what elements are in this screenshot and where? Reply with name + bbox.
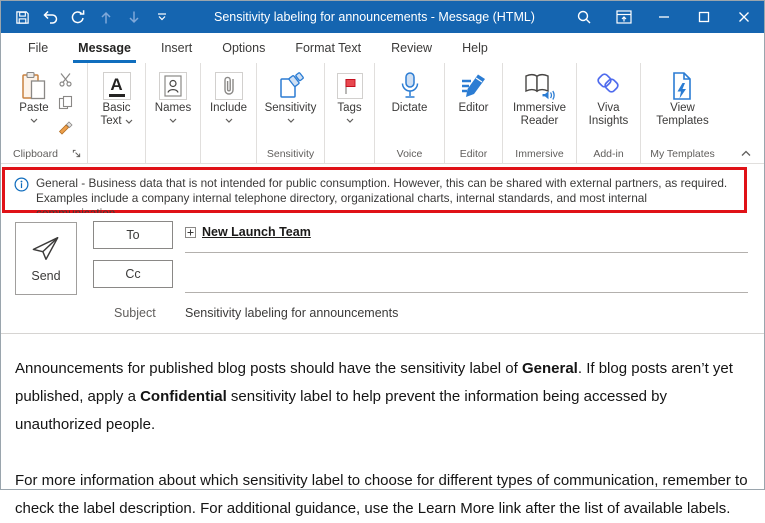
tags-button[interactable] xyxy=(327,67,373,123)
names-card-icon xyxy=(159,70,187,102)
sensitivity-label: Sensitivity xyxy=(264,102,317,114)
tab-options[interactable]: Options xyxy=(222,41,266,55)
attach-paperclip-icon xyxy=(215,70,243,102)
sensitivity-info-text: General - Business data that is not intended for public consumption. However, this can be shared with external partners, as required. Examples include a company internal telephone directory, organizational charts, internal standards, and most internal xyxy=(36,176,728,205)
editor-pen-icon xyxy=(460,70,488,102)
include-label: Include xyxy=(209,102,248,114)
paste-button[interactable] xyxy=(14,67,54,123)
paste-label: Paste xyxy=(19,102,49,114)
my-templates-group-label: My Templates xyxy=(650,147,715,160)
paste-clipboard-icon xyxy=(21,70,47,102)
info-circle-icon xyxy=(14,176,29,192)
send-plane-icon xyxy=(30,235,62,262)
viva-insights-icon xyxy=(592,70,624,102)
ribbon-group-voice xyxy=(374,63,444,163)
include-button[interactable] xyxy=(206,67,252,123)
chevron-down-icon xyxy=(225,118,233,123)
body-text: sensitivity label to help prevent the information being accessed by unauthorized people. xyxy=(15,388,668,433)
immersive-reader-button[interactable] xyxy=(509,67,570,128)
immersive-reader-book-icon xyxy=(523,70,557,102)
view-templates-button[interactable] xyxy=(652,67,712,128)
view-templates-label-line1: View xyxy=(670,102,695,114)
tab-format-text[interactable]: Format Text xyxy=(295,41,362,55)
body-bold-confidential: Confidential xyxy=(140,388,227,405)
ribbon-group-addin xyxy=(576,63,640,163)
expand-group-plus-icon[interactable] xyxy=(185,227,196,238)
body-paragraph-2: For more information about which sensitivity label to choose for different types of communication, remember to check the label description. For additional guidance, use the Learn More link after the list of available labels. xyxy=(15,472,748,517)
names-label: Names xyxy=(154,102,192,114)
ribbon-tab-row xyxy=(1,33,764,63)
to-button[interactable]: To xyxy=(93,221,173,249)
editor-label: Editor xyxy=(458,102,489,114)
sensitivity-info-bar xyxy=(2,167,747,213)
up-arrow-icon[interactable] xyxy=(93,4,119,30)
ribbon-display-options-icon[interactable] xyxy=(604,1,644,33)
dictate-button[interactable] xyxy=(387,67,433,115)
ribbon-group-clipboard xyxy=(7,63,87,163)
immersive-reader-label-line1: Immersive xyxy=(512,102,567,114)
basic-text-icon: A xyxy=(103,70,131,102)
body-bold-general: General xyxy=(521,360,578,377)
view-templates-label-line2: Templates xyxy=(656,115,709,127)
viva-insights-label-line2: Insights xyxy=(588,115,629,127)
save-icon[interactable] xyxy=(9,4,35,30)
basic-text-label-line2: Text xyxy=(100,115,122,127)
copy-icon[interactable] xyxy=(56,93,74,111)
tags-label: Tags xyxy=(337,102,362,114)
window-title: Sensitivity labeling for announcements - Message (HTML) xyxy=(214,10,535,24)
tab-file[interactable]: File xyxy=(28,41,49,55)
sensitivity-button[interactable] xyxy=(261,67,321,123)
ribbon-group-tags xyxy=(324,63,374,163)
ribbon-group-editor xyxy=(444,63,502,163)
basic-text-label-line1: Basic xyxy=(102,102,131,114)
cc-button[interactable]: Cc xyxy=(93,260,173,288)
redo-icon[interactable] xyxy=(65,4,91,30)
editor-group-label: Editor xyxy=(459,147,488,160)
undo-icon[interactable] xyxy=(37,4,63,30)
titlebar xyxy=(1,1,764,33)
tab-help[interactable]: Help xyxy=(462,41,488,55)
send-button[interactable] xyxy=(15,222,77,295)
compose-header xyxy=(1,213,764,334)
titlebar-actions xyxy=(564,1,764,33)
minimize-icon[interactable] xyxy=(644,1,684,33)
customize-quick-access-icon[interactable] xyxy=(149,4,175,30)
quick-access-toolbar xyxy=(1,4,175,30)
voice-group-label: Voice xyxy=(396,147,423,160)
view-templates-doc-icon xyxy=(670,70,694,102)
collapse-ribbon-icon[interactable] xyxy=(740,150,752,157)
viva-insights-button[interactable] xyxy=(585,67,633,128)
ribbon-group-sensitivity xyxy=(256,63,324,163)
basic-text-button[interactable] xyxy=(94,67,140,128)
immersive-group-label: Immersive xyxy=(515,147,564,160)
tab-message[interactable]: Message xyxy=(63,33,146,63)
sensitivity-group-label: Sensitivity xyxy=(266,147,315,160)
body-paragraph-1 xyxy=(15,355,748,439)
subject-field[interactable]: Sensitivity labeling for announcements xyxy=(185,306,399,320)
sensitivity-label-icon xyxy=(276,70,306,102)
cc-field[interactable] xyxy=(185,292,748,293)
follow-up-flag-icon xyxy=(337,70,363,102)
chevron-down-icon xyxy=(125,119,133,124)
message-body-editor[interactable] xyxy=(1,334,764,523)
names-button[interactable] xyxy=(150,67,196,123)
search-icon[interactable] xyxy=(564,1,604,33)
immersive-reader-label-line2: Reader xyxy=(520,115,559,127)
tab-insert[interactable]: Insert xyxy=(160,41,193,55)
down-arrow-icon[interactable] xyxy=(121,4,147,30)
ribbon xyxy=(1,63,764,164)
close-icon[interactable] xyxy=(724,1,764,33)
dictate-mic-icon xyxy=(399,70,421,102)
cut-icon[interactable] xyxy=(56,70,74,88)
tab-review[interactable]: Review xyxy=(391,41,433,55)
editor-button[interactable] xyxy=(451,67,497,115)
body-text: . If blog posts aren’t yet published, apply a xyxy=(15,360,733,405)
chevron-down-icon xyxy=(346,118,354,123)
dictate-label: Dictate xyxy=(391,102,428,114)
send-label: Send xyxy=(31,268,61,283)
chevron-down-icon xyxy=(30,118,38,123)
ribbon-group-include xyxy=(200,63,256,163)
maximize-icon[interactable] xyxy=(684,1,724,33)
to-recipient-name[interactable]: New Launch Team xyxy=(202,225,311,239)
ribbon-group-immersive xyxy=(502,63,576,163)
ribbon-group-names xyxy=(145,63,200,163)
chevron-down-icon xyxy=(169,118,177,123)
ribbon-group-my-templates xyxy=(640,63,724,163)
dialog-launcher-icon[interactable] xyxy=(72,149,81,158)
clipboard-group-label: Clipboard xyxy=(13,147,58,160)
format-painter-icon[interactable] xyxy=(56,116,74,134)
body-text: Announcements for published blog posts should have the sensitivity label of xyxy=(15,360,522,377)
to-field[interactable] xyxy=(185,252,748,253)
subject-label: Subject xyxy=(114,306,156,320)
addin-group-label: Add-in xyxy=(593,147,624,160)
to-recipient[interactable] xyxy=(185,225,311,239)
chevron-down-icon xyxy=(287,118,295,123)
ribbon-group-basic-text xyxy=(87,63,145,163)
viva-insights-label-line1: Viva xyxy=(597,102,620,114)
